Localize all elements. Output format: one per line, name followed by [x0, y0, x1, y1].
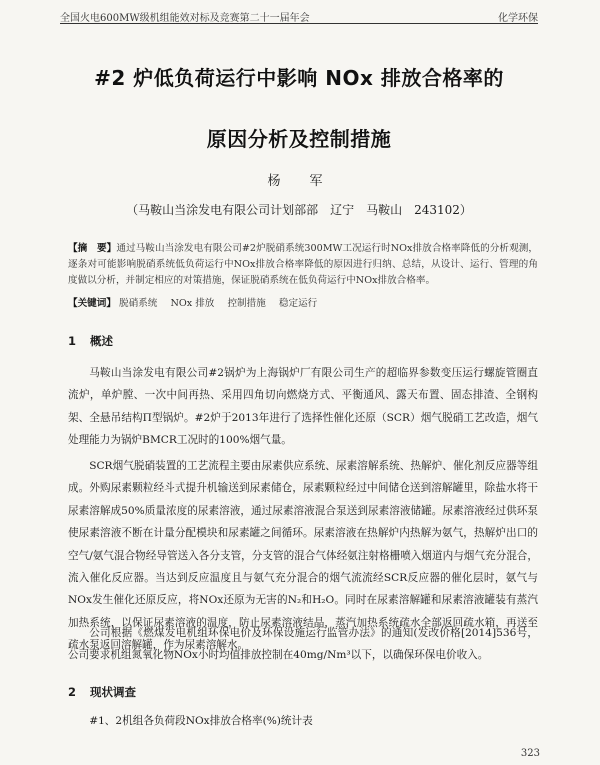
abstract-label: 【摘 要】 [68, 243, 117, 254]
section-title: 概述 [90, 334, 114, 348]
section-number: 2 [68, 685, 77, 699]
header-divider [60, 23, 538, 24]
section-number: 1 [68, 334, 77, 348]
paragraph: SCR烟气脱硝装置的工艺流程主要由尿素供应系统、尿素溶解系统、热解炉、催化剂反应器等组成。外购尿素颗粒经斗式提升机输送到尿素储仓，尿素颗粒经过中间储仓送到溶解罐里，除盐水将干尿素溶解成50%质量浓度的尿素溶液，通过尿素溶液混合泵送到尿素溶液储罐。尿素溶液经过供环泵使尿素溶液不断在计量分配模块和尿素罐之间循环。尿素溶液在热解炉内热解为氨气，热解炉出口的空气/氨气混合物经导管送入各分支管，分支管的混合气体经氨注射格栅喷入烟道内与烟气充分混合，流入催化反应器。当达到反应温度且与氨气充分混合的烟气流流经SCR反应器的催化层时，氨气与NOx发生催化还原反应，将NOx还原为无害的N₂和H₂O。同时在尿素溶解罐和尿素溶液罐装有蒸汽加热系统，以保证尿素溶液的温度，防止尿素溶液结晶，蒸汽加热系统疏水全部返回疏水箱，再送至疏水泵返回溶解罐，作为尿素溶解水。 [68, 460, 538, 652]
keyword: 稳定运行 [278, 298, 318, 309]
paper-title-line-2: 原因分析及控制措施 [206, 127, 392, 151]
paragraph: 公司根据《燃煤发电机组环保电价及环保设施运行监管办法》的通知(发改价格[2014]536号，公司要求机组氮氧化物NOx小时均值排放控制在40mg/Nm³以下，以确保环保电价收入。 [68, 627, 538, 662]
paragraph: 马鞍山当涂发电有限公司#2锅炉为上海锅炉厂有限公司生产的超临界参数变压运行螺旋管圈直流炉，单炉膛、一次中间再热、采用四角切向燃烧方式、平衡通风、露天布置、固态排渣、全钢构架、全悬吊结构Π型锅炉。#2炉于2013年进行了选择性催化还原（SCR）烟气脱硝工艺改造，烟气处理能力为锅炉BMCR工况时的100%烟气量。 [68, 367, 538, 447]
keywords-label: 【关键词】 [68, 298, 116, 309]
section-heading-overview [68, 333, 113, 349]
keyword: 脱硝系统 [119, 298, 158, 309]
abstract-text: 通过马鞍山当涂发电有限公司#2炉脱硝系统300MW工况运行时NOx排放合格率降低的分析观测，逐条对可能影响脱硝系统低负荷运行中NOx排放合格率降低的原因进行归纳、总结，从设计、运行、管理的角度做以分析，并制定相应的对策措施，保证脱硝系统在低负荷运行中NOx排放合格率。 [68, 243, 539, 286]
keyword: 控制措施 [227, 298, 266, 309]
keyword: NOx 排放 [170, 298, 215, 309]
section-title: 现状调查 [90, 685, 137, 699]
table-caption: #1、2机组各负荷段NOx排放合格率(%)统计表 [89, 715, 313, 727]
abstract [68, 241, 538, 289]
author-name: 杨 军 [267, 174, 331, 189]
keywords [68, 297, 538, 311]
conference-name: 全国火电600MW级机组能效对标及竞赛第二十一届年会 [60, 13, 310, 24]
section-category: 化学环保 [498, 13, 538, 24]
section-heading-status-survey [68, 684, 136, 700]
paper-title-line-1: #2 炉低负荷运行中影响 NOx 排放合格率的 [94, 66, 504, 90]
author-affiliation: （马鞍山当涂发电有限公司计划部部 辽宁 马鞍山 243102） [126, 203, 472, 217]
page-number: 323 [520, 748, 540, 759]
